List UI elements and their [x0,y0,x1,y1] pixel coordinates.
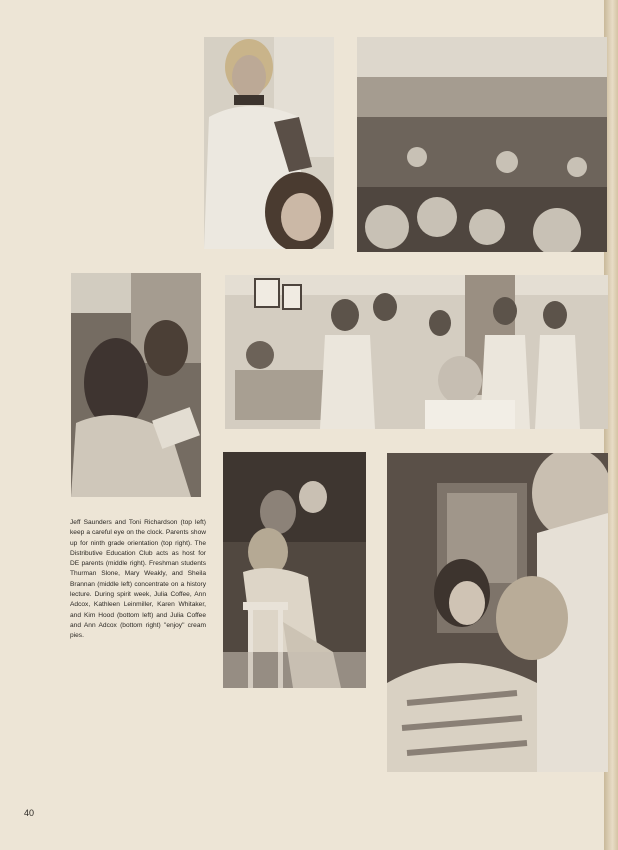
photo-bottom-left-spirit-week [223,452,366,688]
photo-middle-left-students [71,273,201,497]
photo-top-left-students [204,37,334,249]
page-number: 40 [24,808,35,818]
photo-bottom-right-cream-pie [387,453,608,772]
photo-caption: Jeff Saunders and Toni Richardson (top left) keep a careful eye on the clock. Parents show up for ninth grade orientation (top right). The Distributive Education Club acts as host for DE parents (middle right). Freshman students Thurman Slone, Mary Weakly, and Sheila Brannan (middle left) concentrate on a history lecture. During spirit week, Julia Coffee, Ann Adcox, Kathleen Leinmiller, Karen Whitaker, and Kim Hood (bottom left) and Julia Coffee and Ann Adcox (bottom right) "enjoy" cream pies. [70,519,206,640]
photo-middle-right-de-club [225,275,608,429]
photo-top-right-crowd [357,37,607,252]
